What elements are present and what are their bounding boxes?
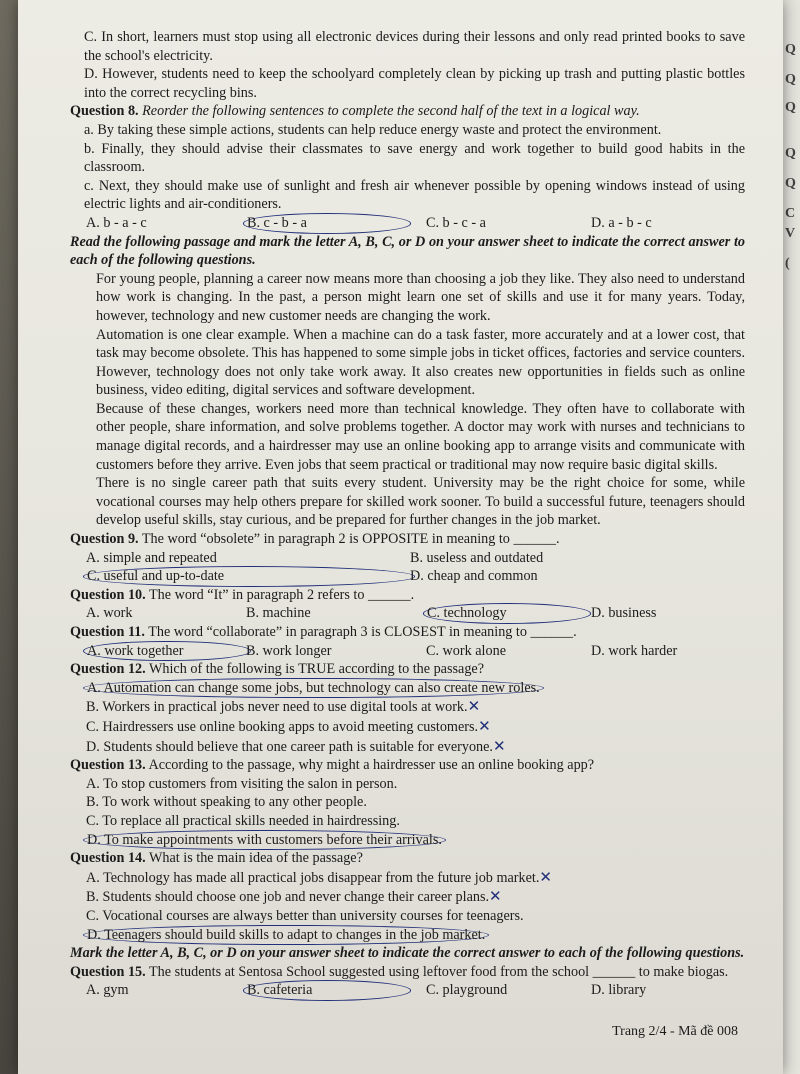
option-a[interactable]: A. To stop customers from visiting the salon in person. [86,775,398,792]
option-b[interactable]: B. Students should choose one job and never change their career plans.✕ [86,887,502,906]
option-c-line: C. In short, learners must stop using all electronic devices during their lessons and only read printed books to save the school's electricity. [84,29,745,64]
option-a[interactable] [70,679,745,698]
cross-mark-icon: ✕ [478,716,491,735]
q14-options [70,868,745,944]
option-c[interactable]: C. work alone [426,642,506,659]
sentence-a: a. By taking these simple actions, students can help reduce energy waste and protect the environment. [84,121,662,138]
q15-options [70,981,745,1000]
passage-paragraph-2: Automation is one clear example. When a machine can do a task faster, more accurately and at a lower cost, that task may become obsolete. This has happened to some simple jobs in ticket offices, factories and service counters. However, technology does not only take work away. It also creates new opportunities in fields such as online business, video editing, digital services and software development. [96,326,745,399]
question-label: Question 8. [70,103,139,120]
q13-options [70,775,745,849]
passage-paragraph-4: There is no single career path that suits every student. University may be the right choice for some, while vocational courses may help others prepare for skilled work sooner. To build a successful future, teenagers should develop useful skills, stay curious, and be prepared for further changes in the job market. [96,475,745,529]
question-text: The students at Sentosa School suggested using leftover food from the school ______ to make biogas. [148,963,729,980]
option-b[interactable]: B. Workers in practical jobs never need to use digital tools at work.✕ [86,697,481,716]
question-13 [70,756,745,775]
question-label: Question 13. [70,757,146,774]
passage-instruction: Read the following passage and mark the letter A, B, C, or D on your answer sheet to indicate the correct answer to each of the following questions. [70,233,745,269]
cross-mark-icon: ✕ [539,867,552,886]
option-d-line: D. However, students need to keep the schoolyard completely clean by picking up trash and putting plastic bottles into the correct recycling bins. [84,66,745,101]
cross-mark-icon: ✕ [467,697,481,716]
answer-circle-mark: B. c - b - a [243,213,411,234]
cross-mark-icon: ✕ [489,887,502,906]
option-d[interactable] [70,831,745,850]
question-text: The word “collaborate” in paragraph 3 is CLOSEST in meaning to ______. [148,624,577,640]
question-10 [70,586,745,605]
option-c[interactable]: C. Vocational courses are always better than university courses for teenagers. [86,907,524,924]
page-footer: Trang 2/4 - Mã đề 008 [612,1024,738,1039]
question-8 [70,102,745,121]
side-letter: Q [785,146,796,161]
option-c[interactable]: C. b - c - a [426,214,486,231]
option-c[interactable]: C. playground [426,982,508,999]
question-15 [70,963,745,982]
q10-options [70,604,745,623]
question-label: Question 10. [70,586,146,603]
q8-options [70,214,745,233]
option-d[interactable]: D. cheap and common [410,568,538,585]
side-letter: C [785,206,796,221]
side-letter: ( [785,256,790,271]
option-c[interactable]: C. Hairdressers use online booking apps to avoid meeting customers.✕ [86,716,491,735]
answer-circle-mark: C. useful and up-to-date [83,566,415,587]
option-d[interactable] [70,926,745,945]
answer-circle-mark: D. To make appointments with customers before their arrivals. [83,830,446,851]
option-d[interactable]: D. library [591,982,647,999]
passage-paragraph-1: For young people, planning a career now means more than choosing a job they like. They also need to understand how work is changing. In the past, a person might learn one set of skills and use it for many years. Today, however, technology and new customer needs are changing the work. [96,270,745,324]
question-label: Question 11. [70,624,145,640]
question-label: Question 15. [70,963,146,980]
passage-paragraph-3: Because of these changes, workers need more than technical knowledge. They often have to collaborate with other people, share information, and solve problems together. A doctor may work with nurses and technicians to manage digital records, and a hairdresser may use an online booking app to arrange visits and communicate with customers before they arrive. Even jobs that seem practical or traditional may now require basic digital skills. [96,400,745,473]
option-b[interactable] [246,214,426,233]
question-text: What is the main idea of the passage? [148,850,363,867]
option-b[interactable]: B. useless and outdated [410,549,544,566]
q9-options-row-1 [70,549,745,568]
side-letter: Q [785,176,796,191]
q9-options-row-2 [70,567,745,586]
sentence-c: c. Next, they should make use of sunlight and fresh air whenever possible by opening windows instead of using electric lights and air-conditioners. [84,177,745,213]
option-c[interactable] [426,604,591,623]
question-text: Which of the following is TRUE according to the passage? [148,661,485,678]
option-c[interactable]: C. To replace all practical skills needed in hairdressing. [86,812,400,829]
question-label: Question 9. [70,531,139,548]
option-d[interactable]: D. Students should believe that one career path is suitable for everyone.✕ [86,736,506,755]
side-letter: Q [785,72,796,87]
question-12 [70,660,745,679]
option-a[interactable]: A. Technology has made all practical jobs disappear from the future job market.✕ [86,867,552,886]
question-text: According to the passage, why might a hairdresser use an online booking app? [148,757,595,774]
section-instruction: Mark the letter A, B, C, or D on your answer sheet to indicate the correct answer to each of the following questions. [70,945,745,962]
option-b[interactable]: B. work longer [246,642,332,659]
option-d[interactable]: D. work harder [591,642,678,659]
option-a[interactable]: A. work [86,605,133,622]
q12-options [70,679,745,756]
question-11 [70,623,745,642]
answer-circle-mark: C. technology [423,603,591,624]
side-letter: Q [785,42,796,57]
question-9 [70,530,745,549]
q11-options [70,642,745,661]
option-d[interactable]: D. business [591,605,657,622]
option-a[interactable] [86,642,246,661]
answer-circle-mark: A. work together [83,641,251,662]
option-c[interactable] [86,567,410,586]
cross-mark-icon: ✕ [492,736,506,755]
option-b[interactable] [246,981,426,1000]
exam-page [18,0,783,1074]
answer-circle-mark: B. cafeteria [243,980,411,1001]
question-label: Question 14. [70,850,146,867]
question-text: The word “obsolete” in paragraph 2 is OPPOSITE in meaning to ______. [141,531,560,548]
answer-circle-mark: A. Automation can change some jobs, but technology can also create new roles. [83,678,544,699]
answer-circle-mark: D. Teenagers should build skills to adapt to changes in the job market. [83,925,489,946]
option-b[interactable]: B. To work without speaking to any other people. [86,794,367,811]
side-letter: V [785,226,796,241]
option-a[interactable]: A. gym [86,982,129,999]
question-label: Question 12. [70,661,146,678]
page-content [70,28,745,1000]
question-text: Reorder the following sentences to complete the second half of the text in a logical way. [142,103,640,120]
question-14 [70,849,745,868]
question-text: The word “It” in paragraph 2 refers to ______. [148,586,415,603]
side-letter: Q [785,100,796,115]
option-b[interactable]: B. machine [246,605,311,622]
option-d[interactable]: D. a - b - c [591,214,652,231]
option-a[interactable]: A. b - a - c [86,214,147,231]
option-a[interactable]: A. simple and repeated [86,549,217,566]
sentence-b: b. Finally, they should advise their classmates to save energy and work together to build good habits in the classroom. [84,140,745,176]
